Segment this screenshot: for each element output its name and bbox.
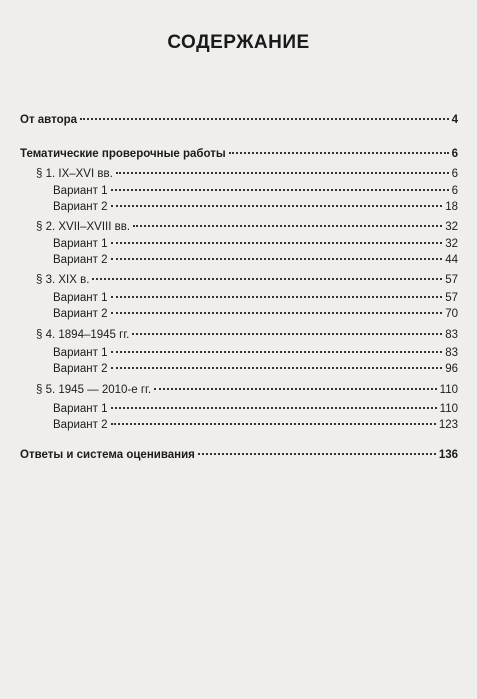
toc-leader-dots xyxy=(92,278,442,280)
toc-entry-label: § 3. XIX в. xyxy=(36,274,90,286)
toc-entry-label: Вариант 1 xyxy=(53,403,108,415)
toc-entry[interactable] xyxy=(36,384,458,396)
toc-entry-label: Вариант 2 xyxy=(53,419,108,431)
toc-entry[interactable] xyxy=(36,329,458,341)
toc-leader-dots xyxy=(111,407,437,409)
toc-entry-page: 123 xyxy=(438,419,458,431)
toc-entry[interactable] xyxy=(36,221,458,233)
toc-entry-page: 96 xyxy=(445,363,458,375)
toc-entry-label: От автора xyxy=(20,114,78,126)
toc-entry-page: 83 xyxy=(445,329,458,341)
toc-entry[interactable] xyxy=(53,254,458,266)
toc-leader-dots xyxy=(80,118,449,120)
toc-entry-page: 6 xyxy=(451,148,458,160)
page-title: СОДЕРЖАНИЕ xyxy=(167,32,310,53)
toc-leader-dots xyxy=(132,333,442,335)
toc-entry-page: 4 xyxy=(451,114,458,126)
toc-entry-label: Тематические проверочные работы xyxy=(20,148,226,160)
toc-leader-dots xyxy=(111,242,443,244)
toc-entry-page: 110 xyxy=(439,403,458,415)
toc-entry[interactable] xyxy=(53,347,458,359)
toc-entry[interactable] xyxy=(53,403,458,415)
toc-entry-page: 6 xyxy=(451,168,458,180)
toc-entry-label: Вариант 2 xyxy=(53,254,108,266)
toc-entry[interactable] xyxy=(53,238,458,250)
toc-entry-label: Вариант 1 xyxy=(53,347,108,359)
toc-entry-page: 83 xyxy=(445,347,458,359)
toc-leader-dots xyxy=(111,423,436,425)
toc-leader-dots xyxy=(133,225,442,227)
toc-entry-page: 18 xyxy=(445,201,458,213)
toc-leader-dots xyxy=(111,296,443,298)
toc-entry-page: 44 xyxy=(445,254,458,266)
toc-entry-label: Ответы и система оценивания xyxy=(20,449,195,461)
toc-entry-label: Вариант 1 xyxy=(53,185,108,197)
toc-entry[interactable] xyxy=(20,449,458,461)
toc-entry[interactable] xyxy=(53,308,458,320)
toc-entry[interactable] xyxy=(20,148,458,160)
toc-leader-dots xyxy=(111,189,449,191)
toc-entry-label: Вариант 2 xyxy=(53,308,108,320)
toc-entry-page: 57 xyxy=(445,292,458,304)
toc-leader-dots xyxy=(116,172,449,174)
toc-entry[interactable] xyxy=(53,185,458,197)
toc-entry-page: 57 xyxy=(445,274,458,286)
toc-entry-label: § 5. 1945 — 2010-е гг. xyxy=(36,384,152,396)
toc-entry-label: Вариант 1 xyxy=(53,292,108,304)
toc-entry[interactable] xyxy=(53,292,458,304)
toc-entry[interactable] xyxy=(53,201,458,213)
toc-entry[interactable] xyxy=(36,274,458,286)
toc-leader-dots xyxy=(111,367,443,369)
toc-leader-dots xyxy=(111,258,443,260)
toc-entry-page: 136 xyxy=(438,449,458,461)
toc-entry-label: § 4. 1894–1945 гг. xyxy=(36,329,130,341)
toc-entry-label: Вариант 1 xyxy=(53,238,108,250)
toc-entry-page: 6 xyxy=(451,185,458,197)
toc-entry-page: 32 xyxy=(445,221,458,233)
toc-entry-label: § 1. IX–XVI вв. xyxy=(36,168,113,180)
toc-leader-dots xyxy=(198,453,436,455)
toc-entry[interactable] xyxy=(53,363,458,375)
toc-leader-dots xyxy=(229,152,449,154)
toc-entry-page: 110 xyxy=(439,384,458,396)
toc-entry-label: § 2. XVII–XVIII вв. xyxy=(36,221,131,233)
toc-leader-dots xyxy=(111,351,443,353)
toc-entry-page: 70 xyxy=(445,308,458,320)
toc-leader-dots xyxy=(111,205,443,207)
toc-entry-label: Вариант 2 xyxy=(53,201,108,213)
toc-entry[interactable] xyxy=(36,168,458,180)
toc-entry[interactable] xyxy=(53,419,458,431)
toc-leader-dots xyxy=(154,388,437,390)
toc-entry-label: Вариант 2 xyxy=(53,363,108,375)
toc-entry-page: 32 xyxy=(445,238,458,250)
toc-leader-dots xyxy=(111,312,443,314)
toc-entry[interactable] xyxy=(20,114,458,126)
